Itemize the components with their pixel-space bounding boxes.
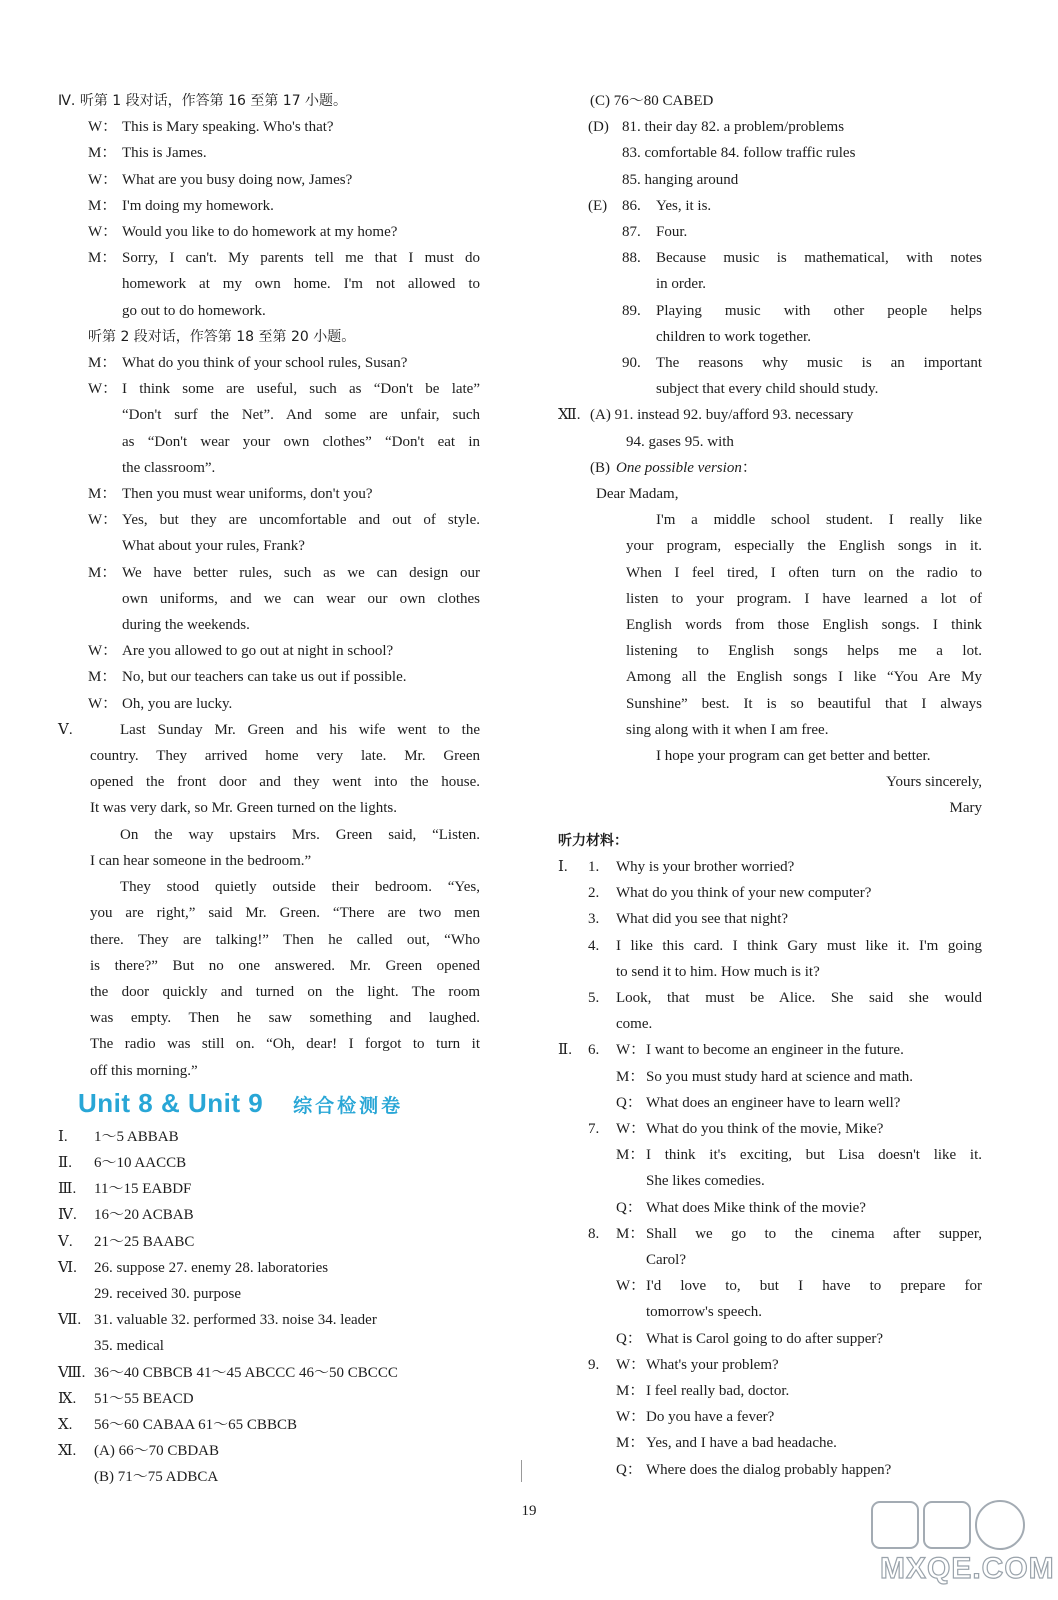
dialog-text-line: Would you like to do homework at my home?	[122, 224, 398, 241]
listening-section-i	[558, 854, 982, 1037]
dialog-text	[646, 1430, 982, 1456]
dialog-text-line: Sorry, I can't. My parents tell me that I must do	[122, 250, 480, 267]
dialog-text-line: Yes, but they are uncomfortable and out of style.	[122, 512, 480, 529]
dialog-line	[616, 1404, 982, 1430]
dialog-text-line: This is Mary speaking. Who's that?	[122, 119, 334, 136]
answer-number: Ⅳ.	[58, 1207, 77, 1224]
dialog-text-line: Shall we go to the cinema after supper,	[646, 1225, 982, 1242]
letter-body	[558, 507, 982, 821]
listening-item-text	[616, 985, 982, 1037]
speaker-label: W：	[88, 224, 118, 241]
answer-e-item-line: The reasons why music is an important	[656, 355, 982, 372]
listening-dialog	[588, 1352, 982, 1483]
one-possible-version: One possible version	[616, 459, 742, 476]
speaker-label: M：	[88, 564, 117, 581]
answer-number: Ⅹ.	[58, 1416, 73, 1433]
dialog-line	[616, 1273, 982, 1325]
answer-number: Ⅲ.	[58, 1181, 77, 1198]
speaker-label: M：	[616, 1435, 645, 1452]
answer-text	[94, 1150, 480, 1176]
speaker-label: W：	[616, 1409, 646, 1426]
dialog-text-line: This is James.	[122, 145, 207, 162]
listening-dialog-number: 9.	[588, 1356, 600, 1373]
dialog-line	[616, 1064, 982, 1090]
answer-number: Ⅸ.	[58, 1390, 77, 1407]
listening-dialog-number: 7.	[588, 1120, 600, 1137]
listening-item	[588, 933, 982, 985]
dialog-text	[646, 1037, 982, 1063]
dialog-line	[88, 219, 480, 245]
answer-d-text	[622, 114, 982, 193]
left-column	[58, 88, 480, 1491]
dialog-line	[616, 1352, 982, 1378]
answer-row	[58, 1124, 480, 1150]
dialog-text	[122, 219, 480, 245]
letter-signature: Mary	[949, 800, 982, 817]
right-column	[558, 88, 982, 1483]
dialog-text-line: What are you busy doing now, James?	[122, 171, 353, 188]
passage-line: They stood quietly outside their bedroom. “Yes,	[120, 879, 480, 896]
column-divider	[521, 1460, 522, 1482]
answer-row	[58, 1229, 480, 1255]
answer-number: Ⅺ.	[58, 1443, 77, 1460]
answer-e-item-line: Four.	[656, 224, 688, 241]
listening-item-number: 3.	[588, 911, 600, 928]
dialog-line	[616, 1090, 982, 1116]
dialog-text-line: own uniforms, and we can wear our own clothes	[122, 590, 480, 607]
dialog-line	[616, 1116, 982, 1142]
dialog-text-line: So you must study hard at science and math.	[646, 1068, 914, 1085]
listening-section-i-text	[588, 854, 982, 1037]
dialog-text-line: the classroom”.	[122, 459, 216, 476]
letter-line: Sunshine” best. It is so beautiful that I always	[626, 695, 982, 712]
dialog-text-line: What does Mike think of the movie?	[646, 1199, 866, 1216]
answer-row	[58, 1360, 480, 1386]
dialog-text-line: Are you allowed to go out at night in school?	[122, 643, 394, 660]
answer-line: 16～20 ACBAB	[94, 1207, 194, 1224]
section-xii-a-line: 94. gases 95. with	[626, 433, 734, 450]
answer-text	[94, 1360, 480, 1386]
dialog-text	[122, 481, 480, 507]
answer-e-number: 89.	[622, 302, 641, 319]
passage-line: off this morning.”	[90, 1062, 198, 1079]
dialog-line	[88, 507, 480, 559]
letter-line: listening to English songs helps me a lot.	[626, 643, 982, 660]
section-iv-header: Ⅳ. 听第 1 段对话，作答第 16 至第 17 小题。	[58, 93, 348, 109]
speaker-label: M：	[88, 669, 117, 686]
speaker-label: W：	[616, 1278, 646, 1295]
answer-e-item-text	[656, 219, 982, 245]
listening-item-line: Look, that must be Alice. She said she would	[616, 989, 982, 1006]
listening-section-i-label: Ⅰ.	[558, 858, 568, 875]
dialog-text-line: I think it's exciting, but Lisa doesn't like it.	[646, 1147, 982, 1164]
answer-row	[58, 1307, 480, 1359]
dialog-text	[122, 638, 480, 664]
dialog-text-line: “Don't surf the Net”. And some are unfair, such	[122, 407, 480, 424]
passage-line: opened the front door and they went into the house.	[90, 774, 480, 791]
section-xii-b-line	[590, 455, 982, 481]
answer-line: 29. received 30. purpose	[94, 1285, 242, 1302]
speaker-label: M：	[616, 1147, 645, 1164]
letter-closing: Yours sincerely,	[886, 774, 982, 791]
answer-d-line: 81. their day 82. a problem/problems	[622, 119, 845, 136]
dialog-text-line: as “Don't wear your own clothes” “Don't eat in	[122, 433, 480, 450]
speaker-label: M：	[616, 1225, 645, 1242]
answer-line: 1～5 ABBAB	[94, 1128, 179, 1145]
dialog-text	[122, 376, 480, 481]
answer-text	[94, 1412, 480, 1438]
answer-e-number: 87.	[622, 224, 641, 241]
dialog-text-line: I want to become an engineer in the future.	[646, 1042, 904, 1059]
dialog-line	[88, 167, 480, 193]
speaker-label: Q：	[616, 1094, 642, 1111]
dialog-line	[88, 638, 480, 664]
letter-line: listen to your program. I have learned a lot of	[626, 590, 982, 607]
passage-line: It was very dark, so Mr. Green turned on the lights.	[90, 800, 398, 817]
dialog-text	[646, 1273, 982, 1325]
dialog-text	[646, 1457, 982, 1483]
dialog-text	[646, 1326, 982, 1352]
answer-row	[58, 1255, 480, 1307]
speaker-label: W：	[616, 1042, 646, 1059]
answer-e-item-line: Playing music with other people helps	[656, 302, 982, 319]
dialog-text	[122, 140, 480, 166]
answer-number: Ⅷ.	[58, 1364, 86, 1381]
dialog-text-line: I feel really bad, doctor.	[646, 1382, 790, 1399]
letter-line: English words from those English songs. I think	[626, 617, 982, 634]
answer-number: Ⅶ.	[58, 1312, 82, 1329]
answer-e-item-text	[656, 350, 982, 402]
listening-item-line: to send it to him. How much is it?	[616, 963, 820, 980]
listening-dialog-text	[616, 1221, 982, 1352]
listening-dialog-number: 8.	[588, 1225, 600, 1242]
listening-dialog	[588, 1037, 982, 1116]
listening-section-ii-label: Ⅱ.	[558, 1042, 572, 1059]
speaker-label: M：	[88, 355, 117, 372]
answer-c-line: (C) 76～80 CABED	[590, 93, 714, 109]
speaker-label: W：	[616, 1120, 646, 1137]
listening-dialog-text	[616, 1116, 982, 1221]
dialog-text-line: What do you think of your school rules, Susan?	[122, 355, 408, 372]
listening-item	[588, 906, 982, 932]
listening-item-text	[616, 880, 982, 906]
listening-item-line: I like this card. I think Gary must like it. I'm going	[616, 937, 982, 954]
dialog-text	[122, 664, 480, 690]
answer-row	[58, 1412, 480, 1438]
letter-greeting: Dear Madam,	[596, 486, 679, 503]
answer-e-item-text	[656, 245, 982, 297]
passage-line: you are right,” said Mr. Green. “There are two men	[90, 905, 480, 922]
answer-d-line: 83. comfortable 84. follow traffic rules	[622, 145, 856, 162]
listening-material-header: 听力材料：	[558, 832, 628, 849]
dialog-text-line: Oh, you are lucky.	[122, 695, 233, 712]
dialog-text-line: homework at my own home. I'm not allowed to	[122, 276, 480, 293]
speaker-label: W：	[88, 512, 118, 529]
dialog-line	[616, 1378, 982, 1404]
answer-text	[94, 1176, 480, 1202]
dialog-line	[88, 140, 480, 166]
letter-line: I hope your program can get better and better.	[656, 748, 931, 765]
answer-e-item-line: subject that every child should study.	[656, 381, 879, 398]
answer-number: Ⅴ.	[58, 1233, 73, 1250]
dialog-text	[646, 1064, 982, 1090]
listening-dialog-text	[616, 1037, 982, 1116]
answer-line: (A) 66～70 CBDAB	[94, 1443, 220, 1460]
dialog-text-line: What does an engineer have to learn well?	[646, 1094, 901, 1111]
speaker-label: W：	[88, 119, 118, 136]
dialog-text	[122, 193, 480, 219]
answer-e-number: 88.	[622, 250, 641, 267]
answer-e-item-line: Yes, it is.	[656, 197, 712, 214]
passage-line: The radio was still on. “Oh, dear! I forgot to turn it	[90, 1036, 480, 1053]
dialog-line	[616, 1326, 982, 1352]
dialog-text-line: She likes comedies.	[646, 1173, 765, 1190]
dialog-text	[646, 1142, 982, 1194]
dialog-line	[616, 1430, 982, 1456]
speaker-label: M：	[88, 250, 117, 267]
speaker-label: Q：	[616, 1199, 642, 1216]
dialog-text-line: I'm doing my homework.	[122, 197, 274, 214]
speaker-label: W：	[88, 695, 118, 712]
answer-b-line: (B) 71～75 ADBCA	[94, 1469, 219, 1486]
listening-dialog-number: 6.	[588, 1042, 600, 1059]
answer-line: 51～55 BEACD	[94, 1390, 194, 1407]
answer-e-number: 90.	[622, 355, 641, 372]
listening-item	[588, 854, 982, 880]
passage-line: Last Sunday Mr. Green and his wife went to the	[120, 721, 480, 738]
letter-line: your program, especially the English songs in it.	[626, 538, 982, 555]
answer-e-item-text	[656, 193, 982, 219]
dialog-text-line: Then you must wear uniforms, don't you?	[122, 486, 373, 503]
letter-line: When I feel tired, I often turn on the radio to	[626, 564, 982, 581]
dialog-text-line: during the weekends.	[122, 617, 250, 634]
dialog-text-line: We have better rules, such as we can design our	[122, 564, 480, 581]
answer-e-item-line: in order.	[656, 276, 706, 293]
answer-text	[94, 1307, 480, 1359]
dialog-line	[616, 1142, 982, 1194]
dialog-text-line: I think some are useful, such as “Don't be late”	[122, 381, 480, 398]
answer-e-item-line: children to work together.	[656, 328, 811, 345]
answer-line: 6～10 AACCB	[94, 1154, 187, 1171]
dialog-text-line: Do you have a fever?	[646, 1409, 775, 1426]
dialog-line	[616, 1037, 982, 1063]
letter-line: I'm a middle school student. I really like	[656, 512, 982, 529]
listening-item-text	[616, 854, 982, 880]
listening-section-ii-text	[588, 1037, 982, 1482]
dialog-text	[122, 507, 480, 559]
listening-dialog	[588, 1221, 982, 1352]
listening-item	[588, 985, 982, 1037]
letter-line: sing along with it when I am free.	[626, 721, 829, 738]
section-xii-label: Ⅻ.	[558, 407, 581, 424]
dialog-text-line: I'd love to, but I have to prepare for	[646, 1278, 982, 1295]
dialog-text	[122, 560, 480, 639]
answer-e-item	[622, 245, 982, 297]
dialog-line	[616, 1457, 982, 1483]
speaker-label: M：	[616, 1382, 645, 1399]
dialog-text	[646, 1116, 982, 1142]
passage-line: I can hear someone in the bedroom.”	[90, 852, 312, 869]
dialog-2-header: 听第 2 段对话，作答第 18 至第 20 小题。	[88, 328, 356, 345]
passage-line: country. They arrived home very late. Mr. Green	[90, 748, 480, 765]
speaker-label: W：	[616, 1356, 646, 1373]
answer-text	[94, 1229, 480, 1255]
dialog-line	[88, 481, 480, 507]
dialog-line	[88, 350, 480, 376]
listening-item-text	[616, 906, 982, 932]
answer-line: 56～60 CABAA 61～65 CBBCB	[94, 1416, 297, 1433]
letter-line: Among all the English songs I like “You Are My	[626, 669, 982, 686]
listening-section-ii	[558, 1037, 982, 1482]
section-xii-text	[590, 402, 982, 821]
dialog-line	[616, 1195, 982, 1221]
passage-line: is there?” But no one answered. Mr. Green opened	[90, 957, 480, 974]
listening-item	[588, 880, 982, 906]
answer-d	[558, 114, 982, 193]
dialog-text	[122, 245, 480, 324]
answer-e	[558, 193, 982, 403]
answer-text	[94, 1438, 480, 1464]
dialog-line	[88, 664, 480, 690]
dialog-text	[122, 167, 480, 193]
dialog-text-line: What about your rules, Frank?	[122, 538, 305, 555]
answer-e-label: (E)	[588, 197, 608, 214]
colon: ：	[741, 459, 757, 476]
dialog-1	[58, 114, 480, 324]
section-xii-a-line: (A) 91. instead 92. buy/afford 93. necessary	[590, 407, 854, 424]
answer-e-item	[622, 193, 982, 219]
listening-item-number: 4.	[588, 937, 600, 954]
dialog-text-line: go out to do homework.	[122, 302, 266, 319]
dialog-line	[88, 114, 480, 140]
answer-row	[58, 1438, 480, 1464]
speaker-label: M：	[88, 197, 117, 214]
unit-subtitle: 综合检测卷	[293, 1094, 404, 1117]
listening-item-number: 5.	[588, 989, 600, 1006]
section-xii	[558, 402, 982, 821]
dialog-text	[646, 1378, 982, 1404]
dialog-text-line: Carol?	[646, 1251, 686, 1268]
answer-row	[58, 1202, 480, 1228]
answer-e-item	[622, 298, 982, 350]
speaker-label: Q：	[616, 1330, 642, 1347]
listening-item-line: What do you think of your new computer?	[616, 885, 872, 902]
speaker-label: W：	[88, 171, 118, 188]
speaker-label: Q：	[616, 1461, 642, 1478]
dialog-text-line: tomorrow's speech.	[646, 1304, 763, 1321]
speaker-label: M：	[88, 486, 117, 503]
dialog-line	[88, 193, 480, 219]
dialog-line	[88, 245, 480, 324]
dialog-text-line: What is Carol going to do after supper?	[646, 1330, 884, 1347]
page-number: 19	[521, 1503, 537, 1519]
answer-text	[94, 1255, 480, 1307]
watermark-text: MXQE.COM	[880, 1552, 1055, 1585]
dialog-text	[646, 1090, 982, 1116]
answer-d-label: (D)	[588, 119, 609, 136]
answer-line: 26. suppose 27. enemy 28. laboratories	[94, 1259, 329, 1276]
listening-item-number: 1.	[588, 858, 600, 875]
dialog-line	[88, 376, 480, 481]
dialog-text	[122, 350, 480, 376]
answer-row	[58, 1386, 480, 1412]
dialog-text	[122, 114, 480, 140]
section-v-text	[58, 717, 480, 1084]
passage-line: there. They are talking!” Then he called out, “Who	[90, 931, 480, 948]
answer-e-item-line: Because music is mathematical, with notes	[656, 250, 982, 267]
answer-number: Ⅱ.	[58, 1154, 72, 1171]
answer-line: 35. medical	[94, 1338, 164, 1355]
answer-d-line: 85. hanging around	[622, 171, 739, 188]
listening-dialog	[588, 1116, 982, 1221]
dialog-text	[122, 691, 480, 717]
unit-title-text: Unit 8 & Unit 9	[78, 1087, 264, 1118]
listening-item-line: come.	[616, 1016, 653, 1033]
listening-item-number: 2.	[588, 885, 600, 902]
dialog-text-line: What do you think of the movie, Mike?	[646, 1120, 884, 1137]
dialog-text	[646, 1195, 982, 1221]
dialog-line	[88, 691, 480, 717]
section-xii-b-label: (B)	[590, 459, 610, 476]
dialog-text-line: No, but our teachers can take us out if possible.	[122, 669, 407, 686]
answer-row	[58, 1150, 480, 1176]
answer-line: 36～40 CBBCB 41～45 ABCCC 46～50 CBCCC	[94, 1364, 398, 1381]
answer-number: Ⅵ.	[58, 1259, 77, 1276]
speaker-label: W：	[88, 643, 118, 660]
section-v: Ⅴ. Last Sunday Mr. Green and his wife went to the country. They arrived home very late. Mr. Green opened the front door and they went into the house. It was very dark, so Mr. Green turned on the lights. On the way upstairs Mrs. Green said, “Listen. I can hear someone in the bedroom.” They stood quietly outside their bedroom. “Yes, you are right,” said Mr. Green. “There are two men there. They are talking!” Then he called out, “Who is there?” But no one answered. Mr. Green opened the door quickly and turned on the light. The room was empty. Then he saw something and laughed. The radio was still on. “Oh, dear! I forgot to turn it off this morning.”	[58, 717, 480, 1084]
listening-dialog-text	[616, 1352, 982, 1483]
answer-text	[94, 1124, 480, 1150]
answer-e-item-text	[656, 298, 982, 350]
answer-line: 11～15 EABDF	[94, 1181, 192, 1198]
answer-text	[94, 1202, 480, 1228]
answer-e-item	[622, 219, 982, 245]
answer-e-item	[622, 350, 982, 402]
listening-item-text	[616, 933, 982, 985]
dialog-text-line: What's your problem?	[646, 1356, 779, 1373]
answer-line: 21～25 BAABC	[94, 1233, 195, 1250]
speaker-label: M：	[616, 1068, 645, 1085]
answer-line: 31. valuable 32. performed 33. noise 34. leader	[94, 1312, 377, 1329]
dialog-line	[616, 1221, 982, 1273]
passage-line: the door quickly and turned on the light. The room	[90, 983, 480, 1000]
speaker-label: W：	[88, 381, 118, 398]
answer-e-text	[622, 193, 982, 403]
dialog-text-line: Where does the dialog probably happen?	[646, 1461, 892, 1478]
dialog-line	[88, 560, 480, 639]
dialog-2	[58, 350, 480, 717]
dialog-text	[646, 1352, 982, 1378]
answer-e-number: 86.	[622, 197, 641, 214]
passage-line: On the way upstairs Mrs. Green said, “Listen.	[120, 826, 480, 843]
answer-row	[58, 1176, 480, 1202]
passage-line: was empty. Then he saw something and laughed.	[90, 1010, 480, 1027]
listening-item-line: Why is your brother worried?	[616, 858, 795, 875]
speaker-label: M：	[88, 145, 117, 162]
dialog-text	[646, 1221, 982, 1273]
unit-title	[78, 1088, 480, 1118]
listening-item-line: What did you see that night?	[616, 911, 789, 928]
dialog-text-line: Yes, and I have a bad headache.	[646, 1435, 837, 1452]
answer-text	[94, 1386, 480, 1412]
dialog-text	[646, 1404, 982, 1430]
answer-number: Ⅰ.	[58, 1128, 68, 1145]
